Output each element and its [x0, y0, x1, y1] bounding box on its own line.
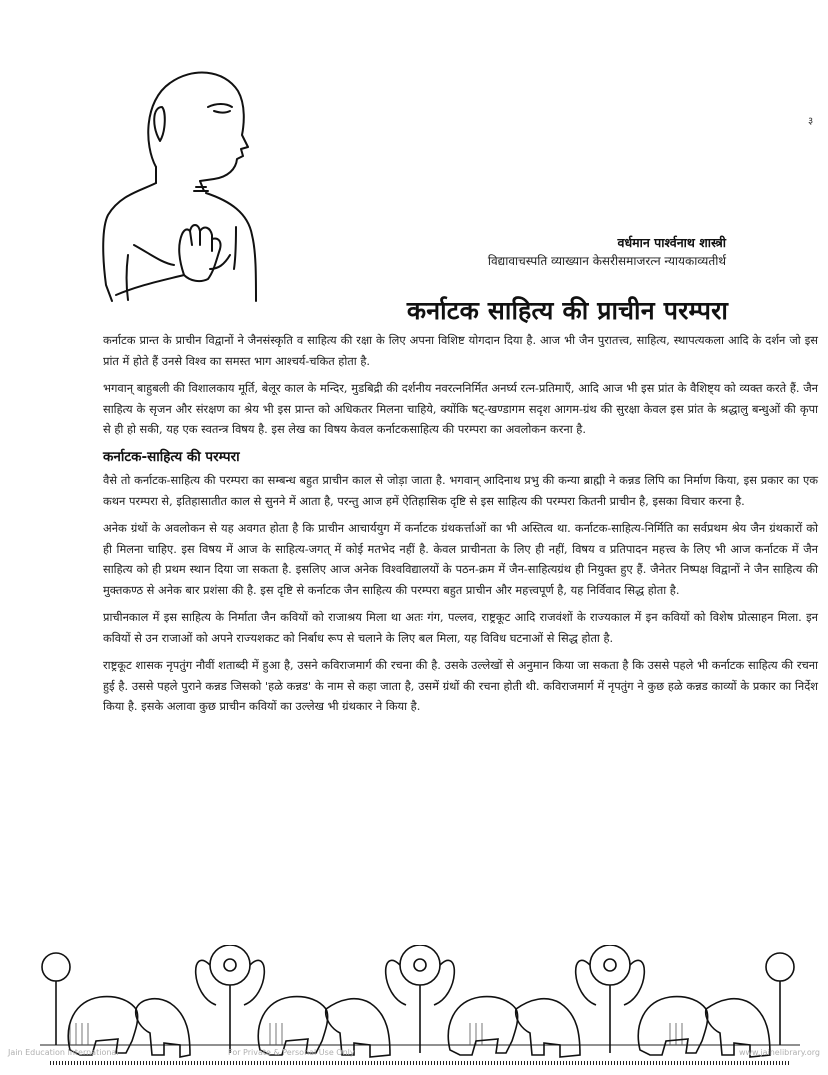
jain-figure-sketch-icon [100, 55, 340, 305]
paragraph: भगवान् बाहुबली की विशालकाय मूर्ति, बेलूर काल के मन्दिर, मुडबिद्री की दर्शनीय नवरत्ननिर्मित अनर्घ्य रत्न-प्रतिमाएँ, आदि आज भी इस प्रांत के वैशिष्ट्य को व्यक्त करते हैं. जैन साहित्य के सृजन और संरक्षण का श्रेय भी इस प्रान्त को अधिकतर मिलना चाहिये, क्योंकि षट्-खण्डागम सदृश आगम-ग्रंथ की सुरक्षा केवल इस प्रांत के श्रद्धालु बन्धुओं की कृपा से ही हो सकी, यह एक स्वतन्त्र विषय है. इस लेख का विषय केवल कर्नाटकसाहित्य की परम्परा का अवलोकन करना है. [103, 381, 818, 436]
page-marker: ३ [808, 116, 814, 127]
author-titles: विद्यावाचस्पति व्याख्यान केसरीसमाजरत्न न्यायकाव्यतीर्थ [487, 254, 726, 268]
paragraph: राष्ट्रकूट शासक नृपतुंग नौवीं शताब्दी में हुआ है, उसने कविराजमार्ग की रचना की है. उसके उल्लेखों से अनुमान किया जा सकता है कि उससे पहले भी कर्नाटक साहित्य की रचना हुई है. उससे पहले पुराने कन्नड जिसको 'हळे कन्नड' के नाम से कहा जाता है, उसमें ग्रंथों की रचना होती थी. कविराजमार्ग में नृपतुंग ने कुछ हळे कन्नड काव्यों के प्रकार का निर्देश किया है. इसके अलावा कुछ प्राचीन कवियों का उल्लेख भी ग्रंथकार ने किया है. [103, 658, 818, 713]
paragraph: कर्नाटक प्रान्त के प्राचीन विद्वानों ने जैनसंस्कृति व साहित्य की रक्षा के लिए अपना विशिष्ट योगदान दिया है. आज भी जैन पुरातत्त्व, साहित्य, स्थापत्यकला आदि के दर्शन जो इस प्रांत में होते हैं उनसे विश्व का समस्त भाग आश्चर्य-चकित होता है. [103, 333, 818, 368]
article-body [103, 330, 818, 724]
author-block [488, 234, 726, 270]
article-title: कर्नाटक साहित्य की प्राचीन परम्परा [406, 295, 728, 325]
section-heading: कर्नाटक-साहित्य की परम्परा [103, 448, 240, 465]
elephants-and-trees-border-icon [40, 945, 800, 1071]
author-name: वर्धमान पार्श्वनाथ शास्त्री [617, 235, 726, 250]
paragraph: अनेक ग्रंथों के अवलोकन से यह अवगत होता है कि प्राचीन आचार्ययुग में कर्नाटक ग्रंथकर्त्ताओं का भी अस्तित्व था. कर्नाटक-साहित्य-निर्मिति का सर्वप्रथम श्रेय जैन ग्रंथकारों को ही मिलना चाहिए. इस विषय में आज के साहित्य-जगत् में कोई मतभेद नहीं है. केवल प्राचीनता के लिए ही नहीं, विषय व प्रतिपादन महत्त्व के लिए भी आज कर्नाटक में जैन साहित्य को ही प्रथम स्थान दिया जा सकता है. इसलिए आज अनेक विश्वविद्यालयों के पठन-क्रम में जैन-साहित्यग्रंथ ही नियुक्त हुए हैं. जैनेतर निष्पक्ष विद्वानों ने जैन साहित्य की मुक्तकण्ठ से अनेक बार प्रशंसा की है. इस दृष्टि से कर्नाटक जैन साहित्य की परम्परा बहुत प्राचीन और महत्त्वपूर्ण है, यह निर्विवाद सिद्ध होता है. [103, 521, 818, 597]
footer-publisher: Jain Education International [8, 1048, 119, 1057]
paragraph: प्राचीनकाल में इस साहित्य के निर्माता जैन कवियों को राजाश्रय मिला था अतः गंग, पल्लव, राष्ट्रकूट आदि राजवंशों के राज्यकाल में इन कवियों को विशेष प्रोत्साहन मिला. इन कवियों से उन राजाओं को अपने राज्यशकट को निर्बाध रूप से चलाने के लिए बल मिला, यह विविध घटनाओं से सिद्ध होता है. [103, 610, 818, 645]
paragraph: वैसे तो कर्नाटक-साहित्य की परम्परा का सम्बन्ध बहुत प्राचीन काल से जोड़ा जाता है. भगवान् आदिनाथ प्रभु की कन्या ब्राह्मी ने कन्नड लिपि का निर्माण किया, इस प्रकार का एक कथन परम्परा से, इतिहासातीत काल से सुनने में आता है, परन्तु आज हमें ऐतिहासिक दृष्टि से इस साहित्य की परम्परा कितनी प्राचीन है, इसका विचार करना है. [103, 473, 818, 508]
footer-website-link[interactable]: www.jainelibrary.org [738, 1048, 820, 1057]
footer-usage-note: For Private & Personal Use Only [228, 1048, 355, 1057]
